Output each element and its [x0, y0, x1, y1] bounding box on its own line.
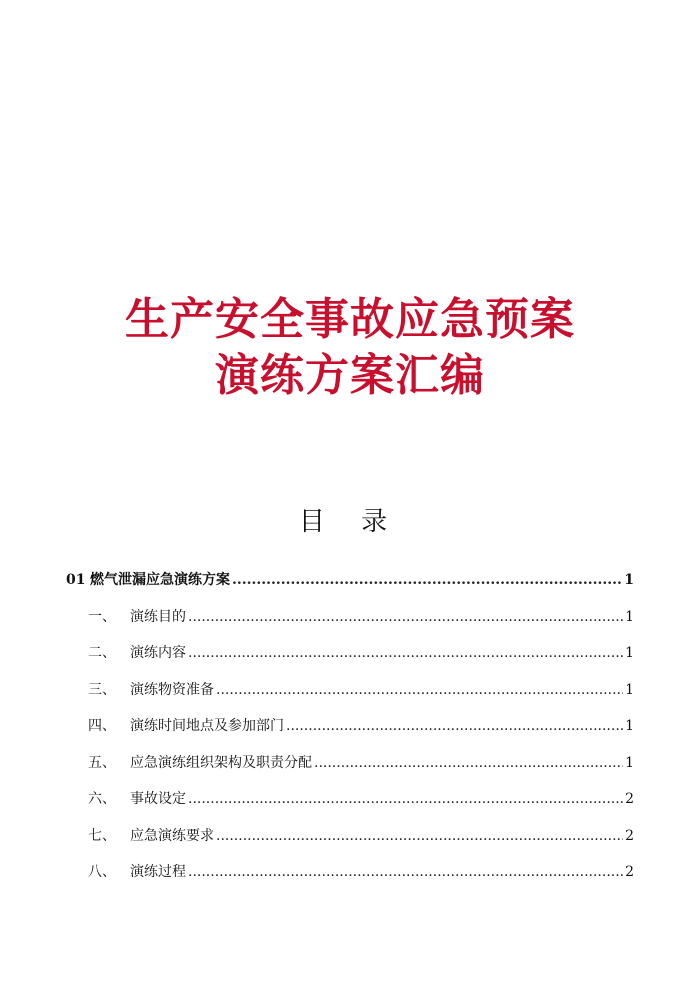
toc-entry-number: 八、 [88, 864, 116, 880]
toc-entry-number: 六、 [88, 791, 116, 807]
toc-entry-page: 1 [625, 754, 634, 771]
toc-entry-number: 二、 [88, 645, 116, 661]
toc-dot-leader [188, 607, 623, 627]
toc-entry-number: 七、 [88, 827, 116, 844]
toc-entry-label: 演练物资准备 [130, 681, 214, 698]
document-title [0, 292, 700, 404]
toc-entry-number: 四、 [88, 718, 116, 734]
toc-entry-label: 演练过程 [130, 864, 186, 880]
toc-entry-page: 1 [625, 645, 634, 661]
toc-entry-number: 三、 [88, 681, 116, 698]
toc-entry[interactable] [66, 570, 634, 607]
toc-entry-label: 应急演练组织架构及职责分配 [130, 754, 312, 771]
toc-entry[interactable] [66, 826, 634, 863]
toc-dot-leader [188, 789, 623, 809]
table-of-contents [66, 570, 634, 899]
title-line-2: 演练方案汇编 [215, 350, 485, 401]
toc-entry-page: 1 [625, 608, 634, 625]
toc-entry-label: 演练时间地点及参加部门 [130, 718, 284, 734]
toc-dot-leader [286, 716, 623, 736]
toc-entry-page: 2 [625, 791, 634, 807]
toc-entry-number: 一、 [88, 608, 116, 625]
toc-dot-leader [188, 643, 623, 663]
toc-entry-page: 1 [625, 718, 634, 734]
toc-entry-label: 应急演练要求 [130, 827, 214, 844]
toc-dot-leader [314, 753, 623, 773]
toc-dot-leader [232, 570, 622, 590]
toc-dot-leader [188, 862, 623, 882]
toc-entry-page: 2 [625, 864, 634, 880]
toc-entry-page: 1 [625, 681, 634, 698]
toc-entry-number: 01 [66, 572, 86, 588]
toc-heading: 目 录 [298, 507, 402, 537]
toc-dot-leader [216, 680, 623, 700]
toc-entry-label: 演练内容 [130, 645, 186, 661]
toc-entry-label: 事故设定 [130, 791, 186, 807]
toc-entry[interactable] [66, 607, 634, 644]
toc-entry[interactable] [66, 753, 634, 790]
toc-entry[interactable] [66, 643, 634, 680]
toc-entry-page: 1 [624, 572, 634, 588]
toc-entry-label: 演练目的 [130, 608, 186, 625]
toc-dot-leader [216, 826, 623, 846]
toc-entry[interactable] [66, 680, 634, 717]
toc-entry[interactable] [66, 716, 634, 753]
title-line-1: 生产安全事故应急预案 [125, 294, 575, 345]
toc-entry-page: 2 [625, 827, 634, 844]
toc-entry[interactable] [66, 789, 634, 826]
toc-entry-number: 五、 [88, 754, 116, 771]
toc-entry[interactable] [66, 862, 634, 899]
toc-entry-label: 燃气泄漏应急演练方案 [90, 572, 230, 588]
